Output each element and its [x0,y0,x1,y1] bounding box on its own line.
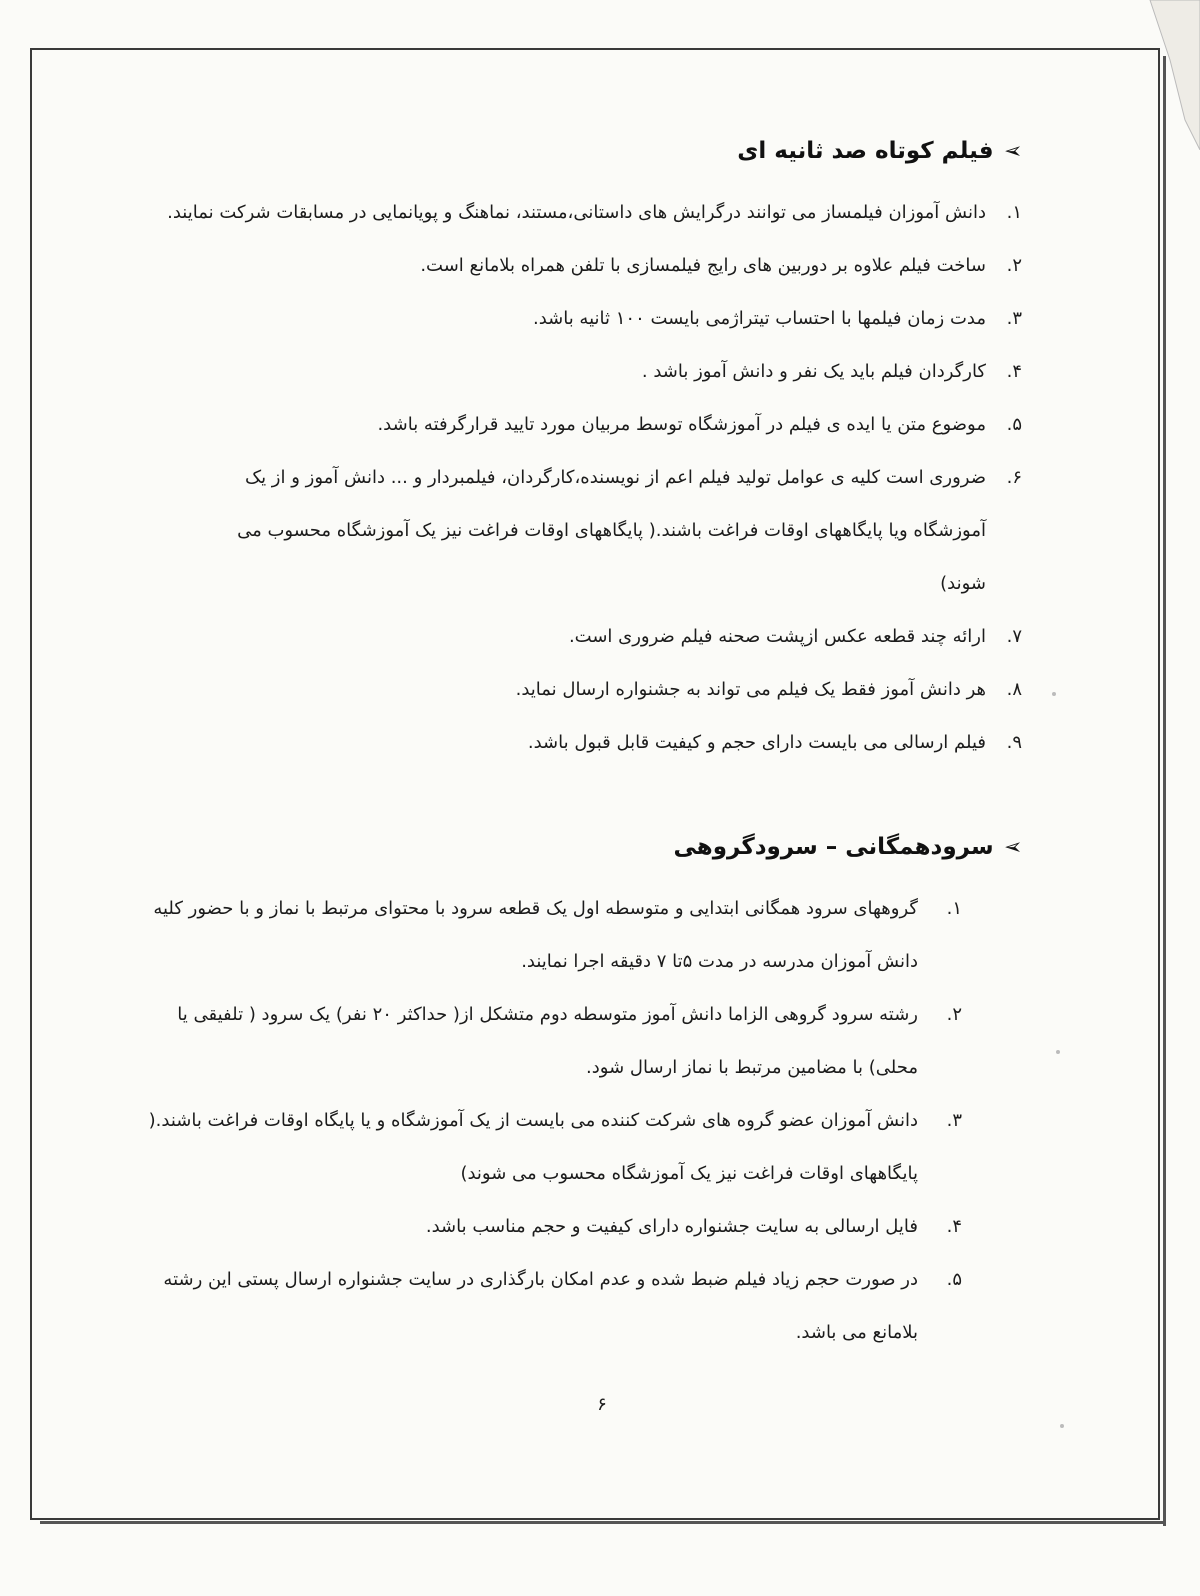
list-item [142,988,962,1094]
list-item [102,239,1022,292]
item-number: ۵. [1006,414,1022,435]
list-item [102,398,1022,451]
item-text: گروههای سرود همگانی ابتدایی و متوسطه اول یک قطعه سرود با محتوای مرتبط با نماز و با حضور کلیه دانش آموزان مدرسه در مدت ۵تا ۷ دقیقه اجرا نمایند. [153,898,918,972]
list-item [142,1200,962,1253]
item-number: ۴. [946,1216,962,1237]
item-number: ۲. [946,1004,962,1025]
section-short-film [102,130,1022,769]
item-text: موضوع متن یا ایده ی فیلم در آموزشگاه توسط مربیان مورد تایید قرارگرفته باشد. [377,414,986,435]
list-item [142,882,962,988]
scan-speck [1060,1424,1064,1428]
scan-speck [1056,1050,1060,1054]
item-text: فیلم ارسالی می بایست دارای حجم و کیفیت قابل قبول باشد. [527,732,986,753]
item-text: دانش آموزان عضو گروه های شرکت کننده می بایست از یک آموزشگاه و یا پایگاه اوقات فراغت باشند.( پایگاههای اوقات فراغت نیز یک آموزشگاه محسوب می شوند) [148,1110,918,1184]
list-item [142,1094,962,1200]
list-item [102,451,1022,610]
item-text: ارائه چند قطعه عکس ازپشت صحنه فیلم ضروری است. [568,626,986,647]
item-text: رشته سرود گروهی الزاما دانش آموز متوسطه دوم متشکل از( حداکثر ۲۰ نفر) یک سرود ( تلفیقی یا محلی) با مضامین مرتبط با نماز ارسال شود. [177,1004,918,1078]
item-number: ۱. [946,898,962,919]
scan-speck [1052,692,1056,696]
section-group-song-heading [142,826,1022,868]
list-item [102,716,1022,769]
list-item [102,345,1022,398]
item-text: در صورت حجم زیاد فیلم ضبط شده و عدم امکان بارگذاری در سایت جشنواره ارسال پستی این رشته بلامانع می باشد. [163,1269,918,1343]
item-number: ۷. [1006,626,1022,647]
item-number: ۵. [946,1269,962,1290]
section-short-film-heading [102,130,1022,172]
item-number: ۴. [1006,361,1022,382]
arrow-bullet-icon: ➢ [1003,834,1022,860]
item-number: ۸. [1006,679,1022,700]
section-group-song [142,826,1022,1359]
item-text: کارگردان فیلم باید یک نفر و دانش آموز باشد . [641,361,986,382]
section-title: سرودهمگانی – سرودگروهی [673,834,994,860]
short-film-rules-list [102,186,1022,769]
arrow-bullet-icon: ➢ [1003,138,1022,164]
item-text: ساخت فیلم علاوه بر دوربین های رایج فیلمسازی با تلفن همراه بلامانع است. [420,255,986,276]
item-number: ۲. [1006,255,1022,276]
item-number: ۹. [1006,732,1022,753]
group-song-rules-list [142,882,1022,1359]
section-title: فیلم کوتاه صد ثانیه ای [737,138,994,164]
item-text: مدت زمان فیلمها با احتساب تیتراژمی بایست ۱۰۰ ثانیه باشد. [532,308,986,329]
item-number: ۶. [1006,467,1022,488]
item-number: ۳. [1006,308,1022,329]
list-item [142,1253,962,1359]
item-text: دانش آموزان فیلمساز می توانند درگرایش های داستانی،مستند، نماهنگ و پویانمایی در مسابقات شرکت نمایند. [167,202,986,223]
list-item [102,663,1022,716]
list-item [102,610,1022,663]
item-number: ۳. [946,1110,962,1131]
item-number: ۱. [1006,202,1022,223]
page-number: ۶ [597,1394,607,1415]
page-corner-fold [1130,0,1200,150]
item-text: فایل ارسالی به سایت جشنواره دارای کیفیت و حجم مناسب باشد. [425,1216,918,1237]
item-text: هر دانش آموز فقط یک فیلم می تواند به جشنواره ارسال نماید. [515,679,986,700]
list-item [102,292,1022,345]
list-item [102,186,1022,239]
item-text: ضروری است کلیه ی عوامل تولید فیلم اعم از نویسنده،کارگردان، فیلمبردار و ... دانش آموز و از یک آموزشگاه ویا پایگاههای اوقات فراغت باشند.( پایگاههای اوقات فراغت نیز یک آموزشگاه محسوب می شوند) [237,467,986,594]
